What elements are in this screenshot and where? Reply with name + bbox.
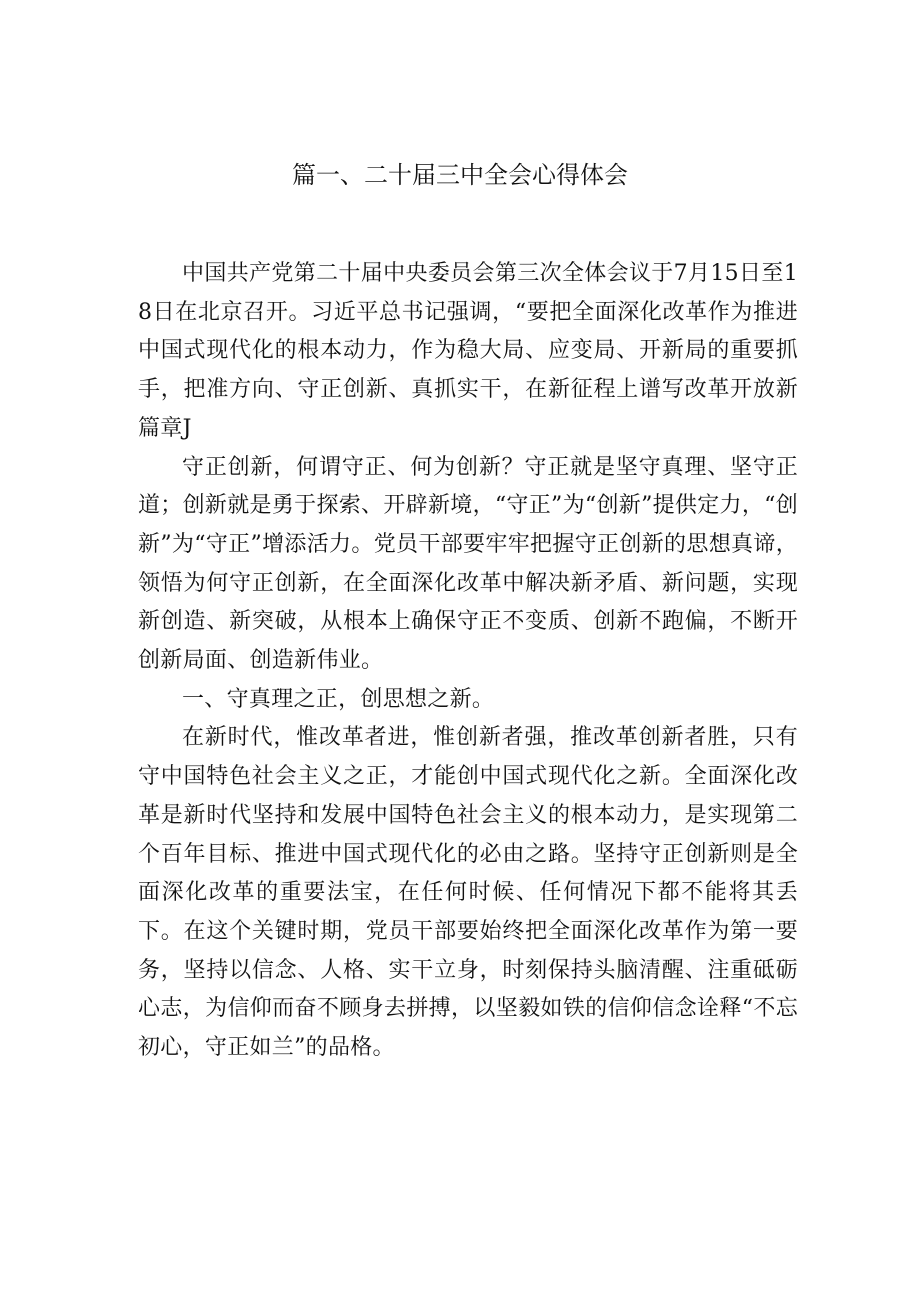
document-body <box>138 255 798 1068</box>
paragraph-intro: 中国共产党第二十届中央委员会第三次全体会议于7月15日至18日在北京召开。习近平总书记强调，“要把全面深化改革作为推进中国式现代化的根本动力，作为稳大局、应变局、开新局的重要抓手，把准方向、守正创新、真抓实干，在新征程上谱写改革开放新篇章J <box>138 261 798 441</box>
paragraph-shouzheng: 守正创新，何谓守正、何为创新？守正就是坚守真理、坚守正道；创新就是勇于探索、开辟新境，“守正”为“创新”提供定力，“创新”为“守正”增添活力。党员干部要牢牢把握守正创新的思想真谛，领悟为何守正创新，在全面深化改革中解决新矛盾、新问题，实现新创造、新突破，从根本上确保守正不变质、创新不跑偏，不断开创新局面、创造新伟业。 <box>138 454 798 674</box>
section-paragraph: 在新时代，惟改革者进，惟创新者强，推改革创新者胜，只有守中国特色社会主义之正，才能创中国式现代化之新。全面深化改革是新时代坚持和发展中国特色社会主义的根本动力，是实现第二个百年目标、推进中国式现代化的必由之路。坚持守正创新则是全面深化改革的重要法宝，在任何时候、任何情况下都不能将其丢下。在这个关键时期，党员干部要始终把全面深化改革作为第一要务，坚持以信念、人格、实干立身，时刻保持头脑清醒、注重砥砺心志，为信仰而奋不顾身去拼搏，以坚毅如铁的信仰信念诠释“不忘初心，守正如兰”的品格。 <box>138 725 798 1061</box>
section-heading: 一、守真理之正，创思想之新。 <box>182 686 495 712</box>
document-title: 篇一、二十届三中全会心得体会 <box>292 161 628 189</box>
